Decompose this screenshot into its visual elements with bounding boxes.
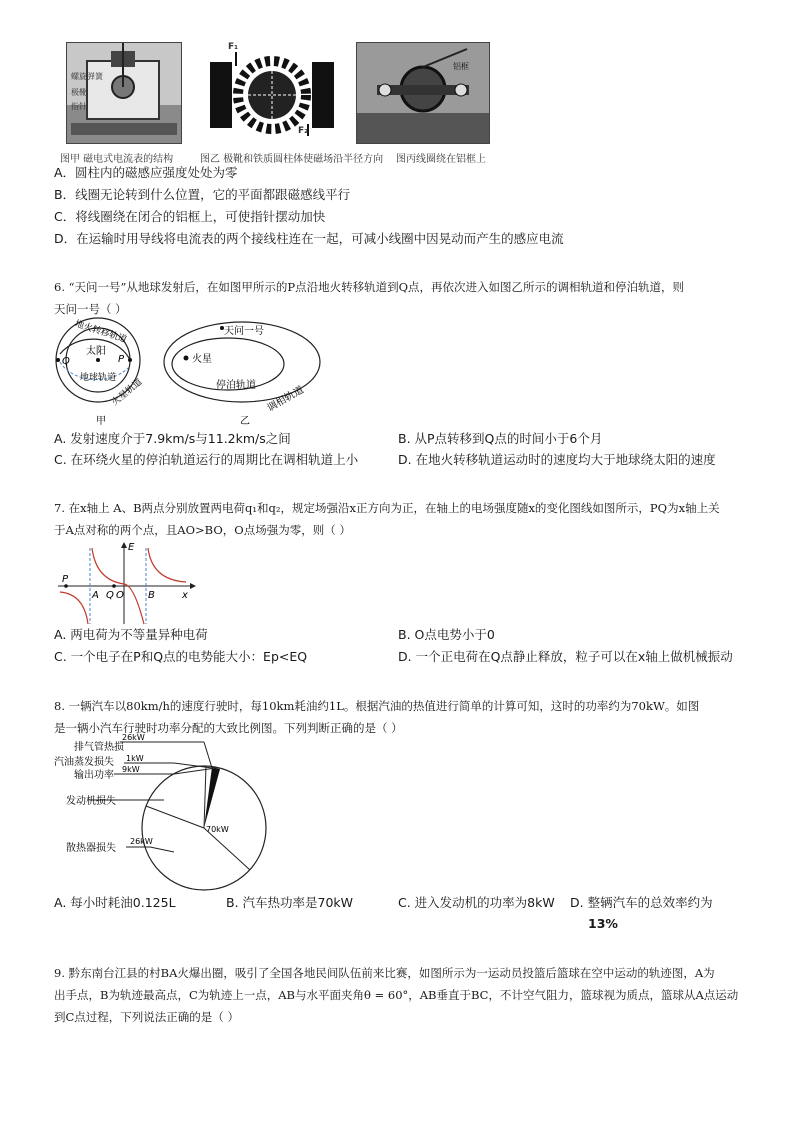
fig-jia-sun-label: 太阳	[86, 346, 106, 357]
photo-bing-aluminum-frame	[356, 42, 490, 144]
fig-yi-mars-label: 火星	[192, 354, 212, 365]
photo-yi-pole-shoes	[208, 44, 336, 142]
q9-stem-line1: 9. 黔东南台江县的村BA火爆出圈，吸引了全国各地民间队伍前来比赛，如图所示为一运动员投篮后篮球在空中运动的轨迹图，A为	[54, 966, 715, 980]
q8-option-b: B. 汽车热功率是70kW	[226, 895, 354, 910]
pole-shoes-drawing	[208, 44, 336, 142]
q9-stem-line2: 出手点，B为轨迹最高点，C为轨迹上一点，AB与水平面夹角θ = 60°，AB垂直于BC，不计空气阻力，篮球视为质点，篮球从A点运动	[54, 988, 739, 1002]
q6-option-d: D. 在地火转移轨道运动时的速度均大于地球绕太阳的速度	[398, 452, 716, 467]
force-label-f2: F₂	[298, 126, 309, 136]
q8-stem-line2: 是一辆小汽车行驶时功率分配的大致比例图。下列判断正确的是（ ）	[54, 721, 403, 735]
graph-label-p: P	[62, 574, 69, 585]
q8-option-a: A. 每小时耗油0.125L	[54, 895, 176, 910]
q5-option-c: C．将线圈绕在闭合的铝框上，可使指针摆动加快	[54, 209, 326, 224]
graph-label-a: A	[92, 590, 99, 601]
q6-option-c: C. 在环绕火星的停泊轨道运行的周期比在调相轨道上小	[54, 452, 359, 467]
pie-label-output: 输出功率	[74, 770, 114, 781]
fig-yi-caption: 乙	[240, 416, 250, 427]
graph-label-e: E	[128, 542, 135, 553]
pie-label-radiator: 散热器损失	[66, 843, 116, 854]
fig-jia-mars-label: 火星轨道	[110, 377, 145, 409]
q8-option-d-line1: D. 整辆汽车的总效率约为	[570, 895, 713, 910]
q8-option-c: C. 进入发动机的功率为8kW	[398, 895, 555, 910]
q5-option-b: B．线圈无论转到什么位置，它的平面都跟磁感线平行	[54, 187, 351, 202]
q5-option-a: A．圆柱内的磁感应强度处处为零	[54, 165, 238, 180]
caption-jia: 图甲 磁电式电流表的结构	[60, 154, 174, 165]
fig-jia-transfer-label: 地火转移轨道	[73, 319, 128, 346]
q7-option-b: B. O点电势小于0	[398, 627, 495, 642]
q8-stem-line1: 8. 一辆汽车以80km/h的速度行驶时，每10km耗油约1L。根据汽油的热值进行简单的计算可知，这时的功率约为70kW。如图	[54, 699, 700, 713]
q6-option-a: A. 发射速度介于7.9km/s与11.2km/s之间	[54, 431, 291, 446]
pie-value-output: 9kW	[122, 765, 140, 774]
graph-label-x: x	[182, 590, 188, 601]
fig-jia-caption: 甲	[96, 416, 106, 426]
pie-label-engine: 发动机损失	[66, 796, 116, 807]
pie-value-total: 70kW	[206, 825, 229, 834]
fig-jia-q-label: Q	[62, 356, 70, 367]
q7-option-a: A. 两电荷为不等量异种电荷	[54, 627, 208, 642]
q8-stem	[54, 695, 744, 739]
sun-dot	[96, 358, 100, 362]
q9-stem	[54, 962, 744, 1028]
fig-jia-earth-label: 地球轨道	[80, 373, 117, 383]
pie-value-exhaust: 26kW	[122, 734, 145, 742]
graph-label-q: Q	[106, 590, 114, 601]
q7-option-c: C. 一个电子在P和Q点的电势能大小：Ep<EQ	[54, 649, 308, 664]
pie-value-radiator: 26kW	[130, 837, 153, 846]
field-curve-left-a	[60, 592, 88, 624]
photo-label-spring: 螺旋弹簧	[71, 72, 103, 81]
fig-yi-parking-label: 停泊轨道	[216, 380, 256, 391]
q8-option-d-line2: 13%	[588, 916, 618, 931]
fig-yi-probe-label: 天问一号	[224, 326, 264, 337]
q7-stem	[54, 497, 744, 541]
graph-label-b: B	[148, 590, 155, 601]
pie-label-exhaust: 排气管热损	[74, 742, 124, 753]
aluminum-frame-drawing	[357, 43, 489, 143]
q7-option-d: D. 一个正电荷在Q点静止释放，粒子可以在x轴上做机械振动	[398, 649, 733, 664]
q8-power-pie	[54, 734, 284, 892]
q7-field-graph	[54, 540, 204, 628]
q6-figure-yi	[160, 316, 340, 428]
q5-option-d: D．在运输时用导线将电流表的两个接线柱连在一起，可减小线圈中因晃动而产生的感应电流	[54, 231, 564, 246]
caption-bing: 图丙线圈绕在铝框上	[396, 154, 486, 165]
q7-stem-line1: 7. 在x轴上 A、B两点分别放置两电荷q₁和q₂，规定场强沿x正方向为正，在轴上的电场强度随x的变化图线如图所示，PQ为x轴上关	[54, 501, 720, 515]
pie-label-evap: 汽油蒸发损失	[54, 757, 114, 768]
force-label-f1: F₁	[228, 42, 239, 52]
photo-label-pointer: 指针	[71, 102, 87, 111]
q7-stem-line2: 于A点对称的两个点，且AO>BO，O点场强为零，则（ ）	[54, 523, 351, 537]
photo-label-frame: 铝框	[453, 62, 469, 71]
q6-stem-line1: 6. “天问一号”从地球发射后，在如图甲所示的P点沿地火转移轨道到Q点，再依次进入如图乙所示的调相轨道和停泊轨道，则	[54, 280, 685, 294]
q9-stem-line3: 到C点过程，下列说法正确的是（ ）	[54, 1010, 239, 1024]
pie-value-evap: 1kW	[126, 754, 144, 763]
field-curve-right-b	[148, 548, 186, 582]
q6-stem-line2: 天问一号（ ）	[54, 302, 127, 316]
point-p-dot	[128, 358, 132, 362]
photo-label-pole: 极靴	[71, 88, 87, 97]
point-q-dot	[56, 358, 60, 362]
photo-jia-ammeter	[66, 42, 182, 144]
mars-dot	[184, 356, 189, 361]
graph-label-o: O	[116, 590, 124, 601]
fig-jia-p-label: P	[118, 354, 125, 365]
q6-option-b: B. 从P点转移到Q点的时间小于6个月	[398, 431, 603, 446]
caption-yi: 图乙 极靴和铁质圆柱体使磁场沿半径方向	[200, 154, 384, 165]
q6-figure-jia	[54, 314, 158, 426]
fig-yi-phasing-label: 调相轨道	[265, 384, 306, 415]
